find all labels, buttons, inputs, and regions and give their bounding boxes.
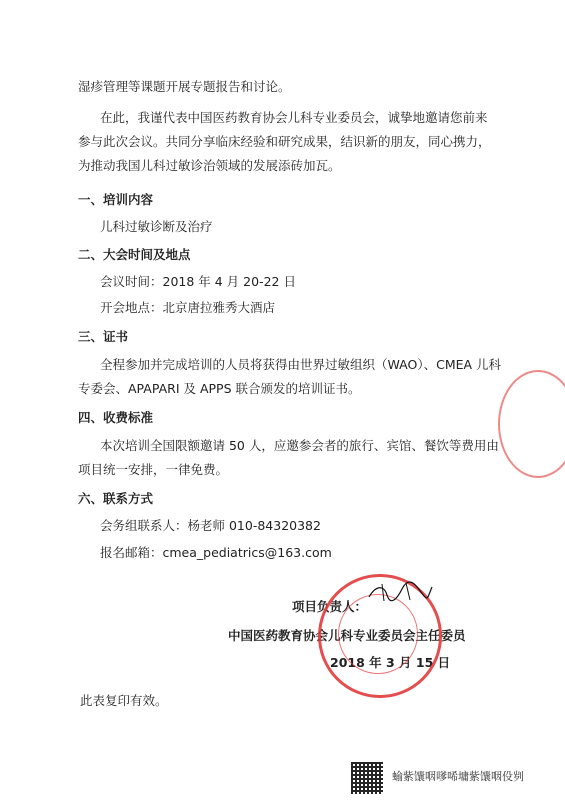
meeting-time: 会议时间：2018 年 4 月 20-22 日	[100, 274, 296, 289]
section-title-training-content: 一、培训内容	[78, 192, 154, 207]
footer-watermark: 蝓紫馕咽嗲唏墉紫馕咽伇刿	[392, 770, 524, 783]
section-body-training-content: 儿科过敏诊断及治疗	[100, 219, 213, 234]
certificate-line: 全程参加并完成培训的人员将获得由世界过敏组织（WAO）、CMEA 儿科	[100, 357, 502, 372]
paragraph-line: 参与此次会议。共同分享临床经验和研究成果，结识新的朋友，同心携力，	[78, 134, 491, 149]
paragraph-line: 湿疹管理等课题开展专题报告和讨论。	[78, 79, 291, 94]
partial-seal	[498, 370, 565, 478]
meeting-place: 开会地点：北京唐拉雅秀大酒店	[100, 300, 276, 315]
handwritten-signature	[366, 579, 434, 605]
section-title-time-place: 二、大会时间及地点	[78, 247, 191, 262]
signature-label: 项目负责人：	[292, 599, 368, 614]
qr-code-icon	[351, 762, 383, 794]
section-title-certificate: 三、证书	[78, 329, 129, 344]
fee-line: 本次培训全国限额邀请 50 人，应邀参会者的旅行、宾馆、餐饮等费用由	[100, 438, 499, 453]
paragraph-line: 在此，我谨代表中国医药教育协会儿科专业委员会，诚挚地邀请您前来	[100, 110, 488, 125]
contact-email: 报名邮箱：cmea_pediatrics@163.com	[100, 545, 332, 560]
section-title-contact: 六、联系方式	[78, 491, 154, 506]
committee-signature: 中国医药教育协会儿科专业委员会主任委员	[228, 628, 466, 643]
certificate-line: 专委会、APAPARI 及 APPS 联合颁发的培训证书。	[78, 381, 361, 396]
official-seal-inner-ring	[338, 594, 418, 674]
sign-date: 2018 年 3 月 15 日	[330, 655, 451, 670]
copy-valid-note: 此表复印有效。	[80, 693, 168, 708]
paragraph-line: 为推动我国儿科过敏诊治领域的发展添砖加瓦。	[78, 158, 341, 173]
contact-person: 会务组联系人：杨老师 010-84320382	[100, 518, 321, 533]
fee-line: 项目统一安排，一律免费。	[78, 462, 229, 477]
section-title-fees: 四、收费标准	[78, 410, 154, 425]
